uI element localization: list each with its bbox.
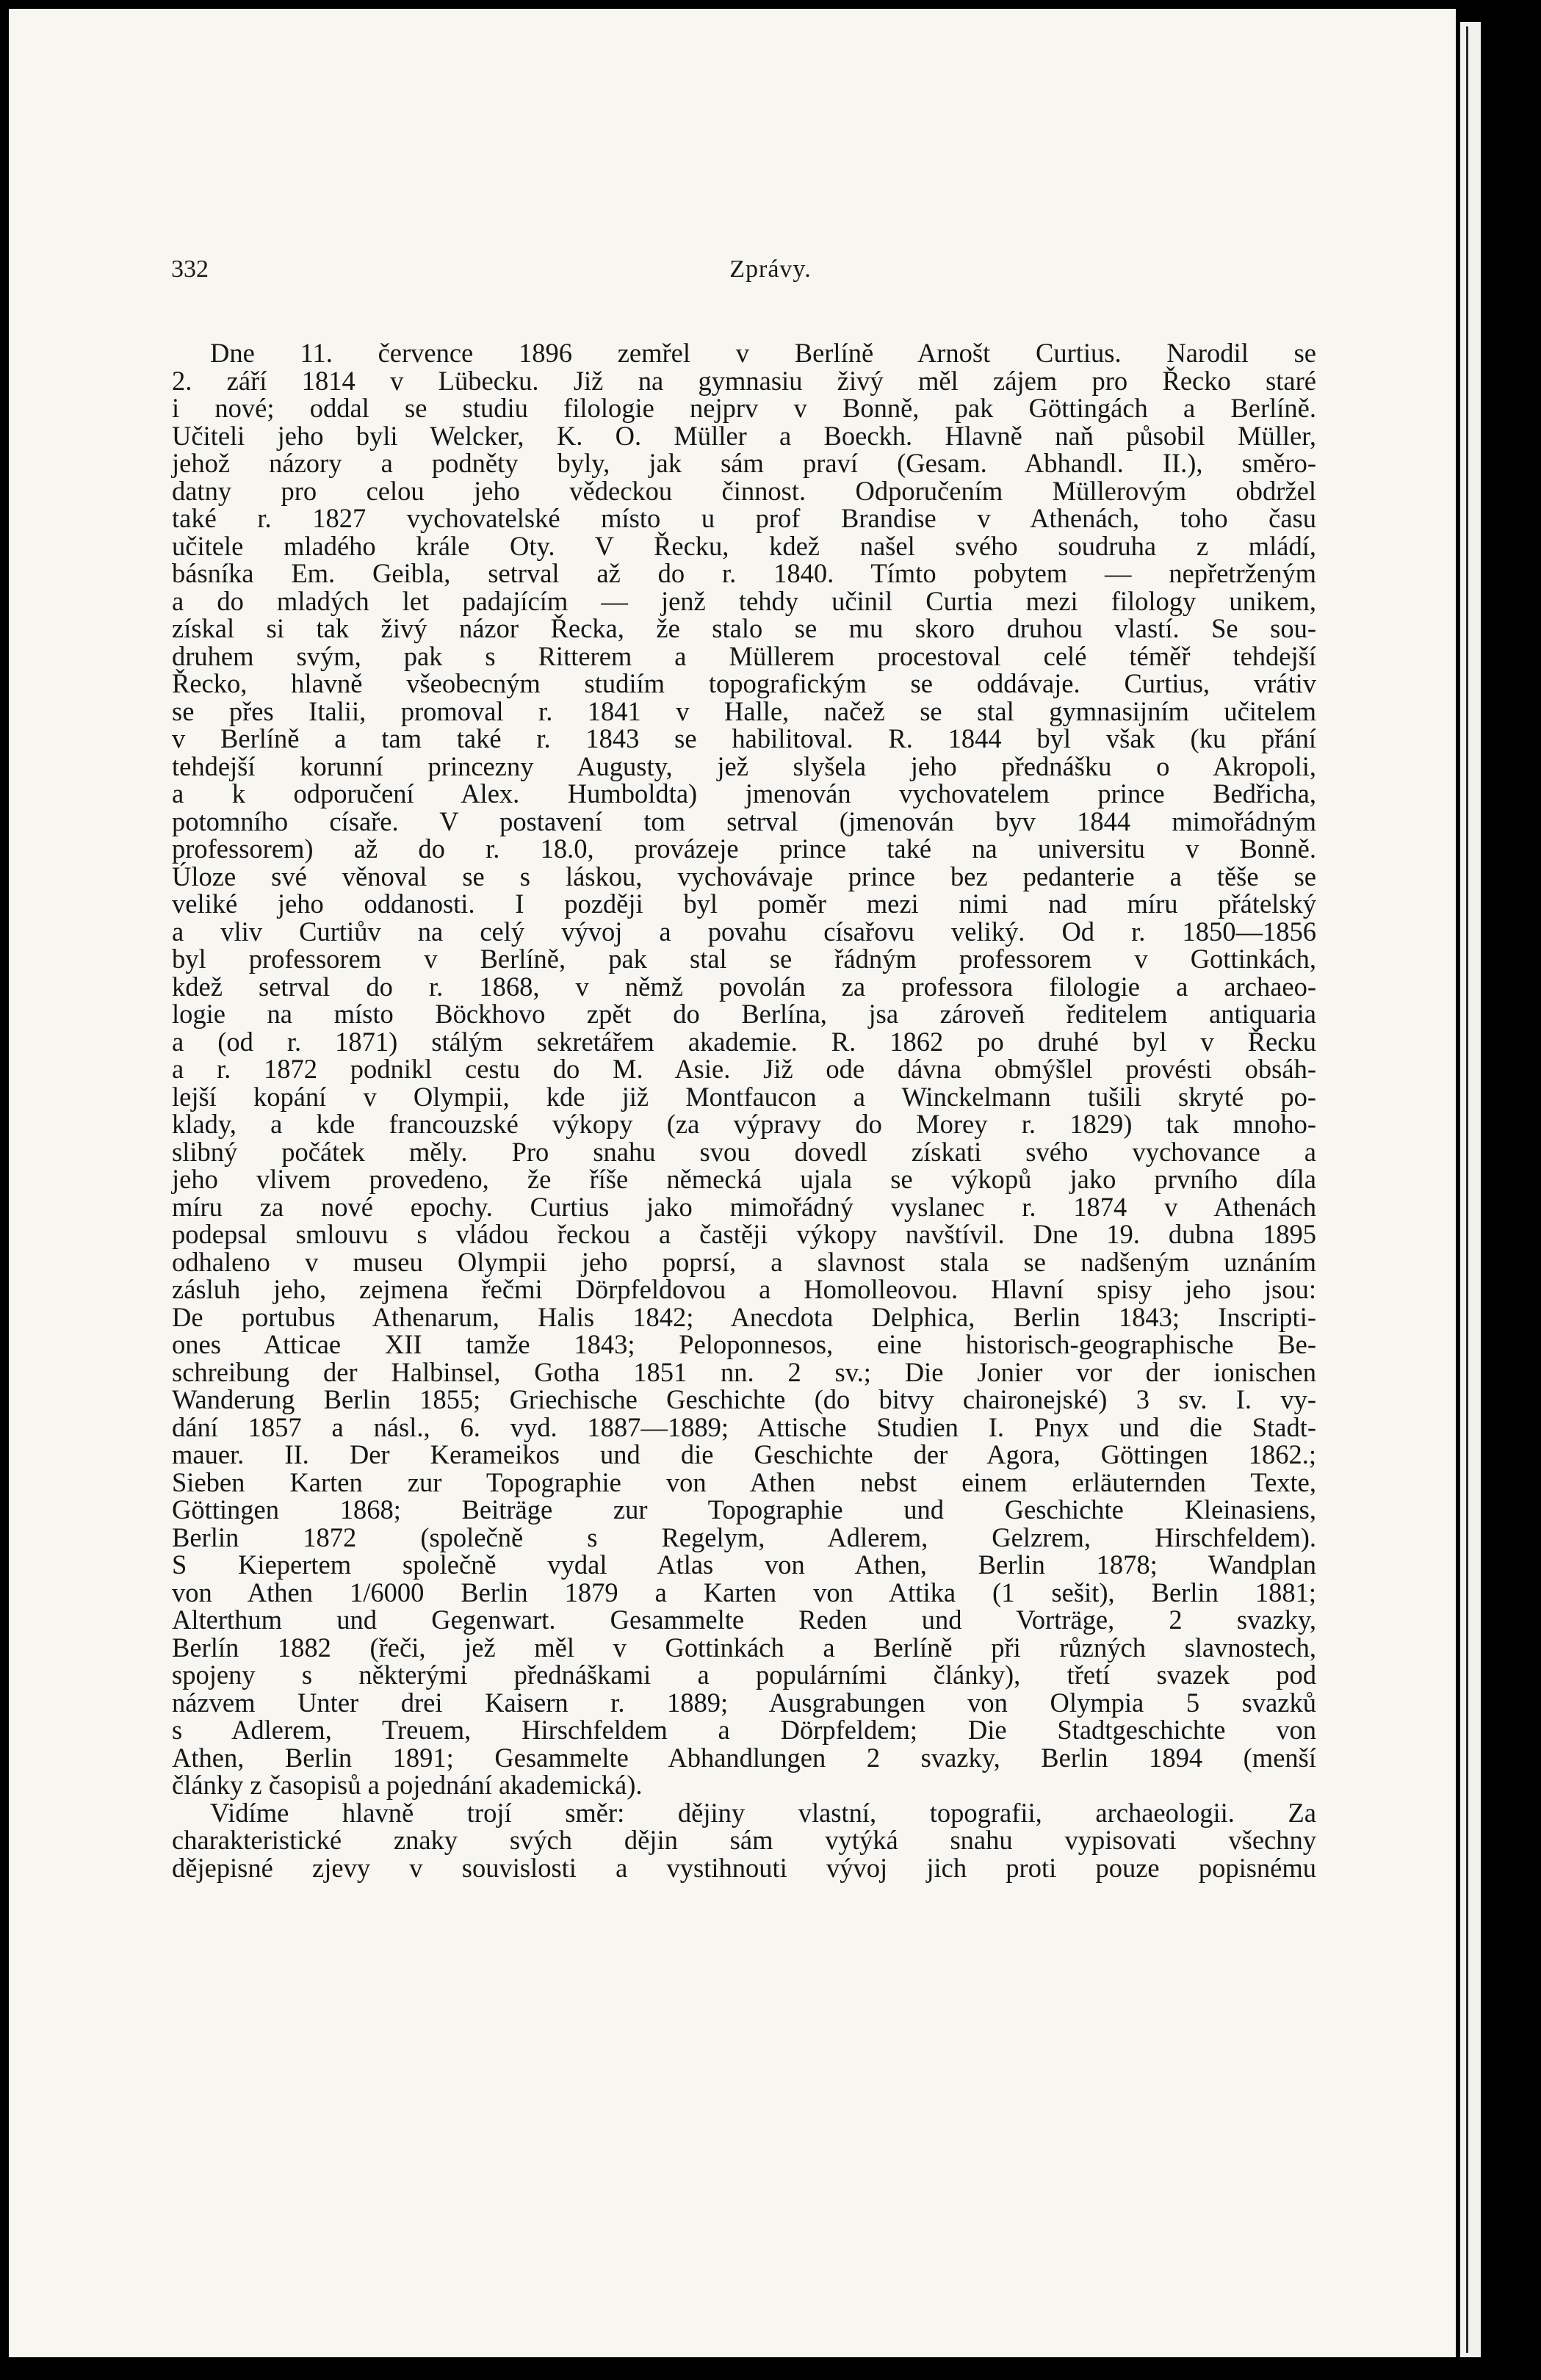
body-line: logie na místo Böckhovo zpět do Berlína, jsa zároveň ředitelem antiquaria: [172, 999, 1316, 1029]
body-line: veliké jeho oddanosti. I později byl poměr mezi nimi nad míru přátelský: [172, 889, 1316, 919]
body-line: články z časopisů a pojednání akademická).: [172, 1770, 643, 1800]
body-line: De portubus Athenarum, Halis 1842; Anecdota Delphica, Berlin 1843; Inscripti-: [172, 1301, 1316, 1332]
body-line: v Berlíně a tam také r. 1843 se habilitoval. R. 1844 byl však (ku přání: [172, 723, 1316, 753]
body-line: Učiteli jeho byli Welcker, K. O. Müller a Boeckh. Hlavně naň působil Müller,: [172, 420, 1316, 451]
body-line: schreibung der Halbinsel, Gotha 1851 nn. 2 sv.; Die Jonier vor der ionischen: [172, 1356, 1316, 1387]
body-line: se přes Italii, promoval r. 1841 v Halle, načež se stal gymnasijním učitelem: [172, 695, 1316, 726]
body-line: Göttingen 1868; Beiträge zur Topographie und Geschichte Kleinasiens,: [172, 1494, 1316, 1524]
body-line: podepsal smlouvu s vládou řeckou a častěji výkopy navštívil. Dne 19. dubna 1895: [172, 1219, 1316, 1249]
body-line: jehož názory a podněty byly, jak sám praví (Gesam. Abhandl. II.), směro-: [172, 448, 1316, 478]
body-line: a k odporučení Alex. Humboldta) jmenován vychovatelem prince Bedřicha,: [172, 778, 1316, 809]
body-line: S Kiepertem společně vydal Atlas von Athen, Berlin 1878; Wandplan: [172, 1549, 1316, 1580]
body-line: také r. 1827 vychovatelské místo u prof Brandise v Athenách, toho času: [172, 503, 1316, 533]
body-line: tehdejší korunní princezny Augusty, jež slyšela jeho přednášku o Akropoli,: [172, 750, 1316, 781]
page-number: 332: [171, 256, 209, 283]
body-line: kdež setrval do r. 1868, v němž povolán za professora filologie a archaeo-: [172, 971, 1316, 1002]
body-line: Alterthum und Gegenwart. Gesammelte Reden und Vorträge, 2 svazky,: [172, 1605, 1316, 1635]
body-line: dání 1857 a násl., 6. vyd. 1887—1889; Attische Studien I. Pnyx und die Stadt-: [172, 1411, 1316, 1442]
body-line: Berlin 1872 (společně s Regelym, Adlerem, Gelzrem, Hirschfeldem).: [172, 1522, 1316, 1552]
body-line: Sieben Karten zur Topographie von Athen nebst einem erläuternden Texte,: [172, 1466, 1316, 1497]
body-line: básníka Em. Geibla, setrval až do r. 1840. Tímto pobytem — nepřetrženým: [172, 558, 1316, 588]
binding-edge-line: [1466, 26, 1468, 2353]
body-line: dějepisné zjevy v souvislosti a vystihnouti vývoj jich proti pouze popisnému: [172, 1852, 1316, 1883]
body-line: a do mladých let padajícím — jenž tehdy učinil Curtia mezi filology unikem,: [172, 585, 1316, 616]
body-line: Berlín 1882 (řeči, jež měl v Gottinkách a Berlíně při různých slavnostech,: [172, 1632, 1316, 1663]
body-line: spojeny s některými přednáškami a populárními články), třetí svazek pod: [172, 1660, 1316, 1690]
body-line: klady, a kde francouzské výkopy (za výpravy do Morey r. 1829) tak mnoho-: [172, 1109, 1316, 1139]
body-line: byl professorem v Berlíně, pak stal se řádným professorem v Gottinkách,: [172, 944, 1316, 974]
body-line: i nové; oddal se studiu filologie nejprv v Bonně, pak Göttingách a Berlíně.: [172, 393, 1316, 423]
body-line: druhem svým, pak s Ritterem a Müllerem procestoval celé téměř tehdejší: [172, 640, 1316, 671]
body-line: 2. září 1814 v Lübecku. Již na gymnasiu živý měl zájem pro Řecko staré: [172, 365, 1316, 396]
body-line: charakteristické znaky svých dějin sám vytýká snahu vypisovati všechny: [172, 1825, 1316, 1855]
body-line: zásluh jeho, zejmena řečmi Dörpfeldovou a Homolleovou. Hlavní spisy jeho jsou:: [172, 1274, 1316, 1304]
body-line: a vliv Curtiův na celý vývoj a povahu císařovu veliký. Od r. 1850—1856: [172, 916, 1316, 947]
body-line: Vidíme hlavně trojí směr: dějiny vlastní, topografii, archaeologii. Za: [210, 1797, 1316, 1828]
body-line: a r. 1872 podnikl cestu do M. Asie. Již ode dávna obmýšlel provésti obsáh-: [172, 1054, 1316, 1084]
body-line: potomního císaře. V postavení tom setrval (jmenován byv 1844 mimořádným: [172, 806, 1316, 836]
running-head: Zprávy.: [729, 256, 812, 283]
body-line: odhaleno v museu Olympii jeho poprsí, a slavnost stala se nadšeným uznáním: [172, 1246, 1316, 1277]
body-line: s Adlerem, Treuem, Hirschfeldem a Dörpfeldem; Die Stadtgeschichte von: [172, 1715, 1316, 1745]
body-line: Wanderung Berlin 1855; Griechische Geschichte (do bitvy chaironejské) 3 sv. I. vy-: [172, 1384, 1316, 1414]
body-line: Athen, Berlin 1891; Gesammelte Abhandlungen 2 svazky, Berlin 1894 (menší: [172, 1742, 1316, 1773]
body-line: von Athen 1/6000 Berlin 1879 a Karten von Attika (1 sešit), Berlin 1881;: [172, 1577, 1316, 1607]
body-line: ones Atticae XII tamže 1843; Peloponnesos, eine historisch-geographische Be-: [172, 1329, 1316, 1359]
body-line: mauer. II. Der Kerameikos und die Geschichte der Agora, Göttingen 1862.;: [172, 1439, 1316, 1469]
body-line: získal si tak živý názor Řecka, že stalo se mu skoro druhou vlastí. Se sou-: [172, 613, 1316, 643]
body-line: Úloze své věnoval se s láskou, vychovávaje prince bez pedanterie a těše se: [172, 861, 1316, 891]
article-body: [172, 339, 1316, 1881]
body-line: slibný počátek měly. Pro snahu svou dovedl získati svého vychovance a: [172, 1136, 1316, 1167]
body-line: a (od r. 1871) stálým sekretářem akademie. R. 1862 po druhé byl v Řecku: [172, 1026, 1316, 1057]
body-line: Řecko, hlavně všeobecným studiím topografickým se oddávaje. Curtius, vrátiv: [172, 668, 1316, 698]
body-line: datny pro celou jeho vědeckou činnost. Odporučením Müllerovým obdržel: [172, 475, 1316, 506]
body-line: Dne 11. července 1896 zemřel v Berlíně Arnošt Curtius. Narodil se: [210, 338, 1316, 368]
binding-edge: [1460, 22, 1481, 2357]
body-line: lejší kopání v Olympii, kde již Montfaucon a Winckelmann tušili skryté po-: [172, 1081, 1316, 1112]
body-line: míru za nové epochy. Curtius jako mimořádný vyslanec r. 1874 v Athenách: [172, 1191, 1316, 1222]
body-line: professorem) až do r. 18.0, provázeje prince také na universitu v Bonně.: [172, 833, 1316, 864]
body-line: jeho vlivem provedeno, že říše německá ujala se výkopů jako prvního díla: [172, 1164, 1316, 1194]
body-line: názvem Unter drei Kaisern r. 1889; Ausgrabungen von Olympia 5 svazků: [172, 1687, 1316, 1718]
body-line: učitele mladého krále Oty. V Řecku, kdež našel svého soudruha z mládí,: [172, 530, 1316, 561]
